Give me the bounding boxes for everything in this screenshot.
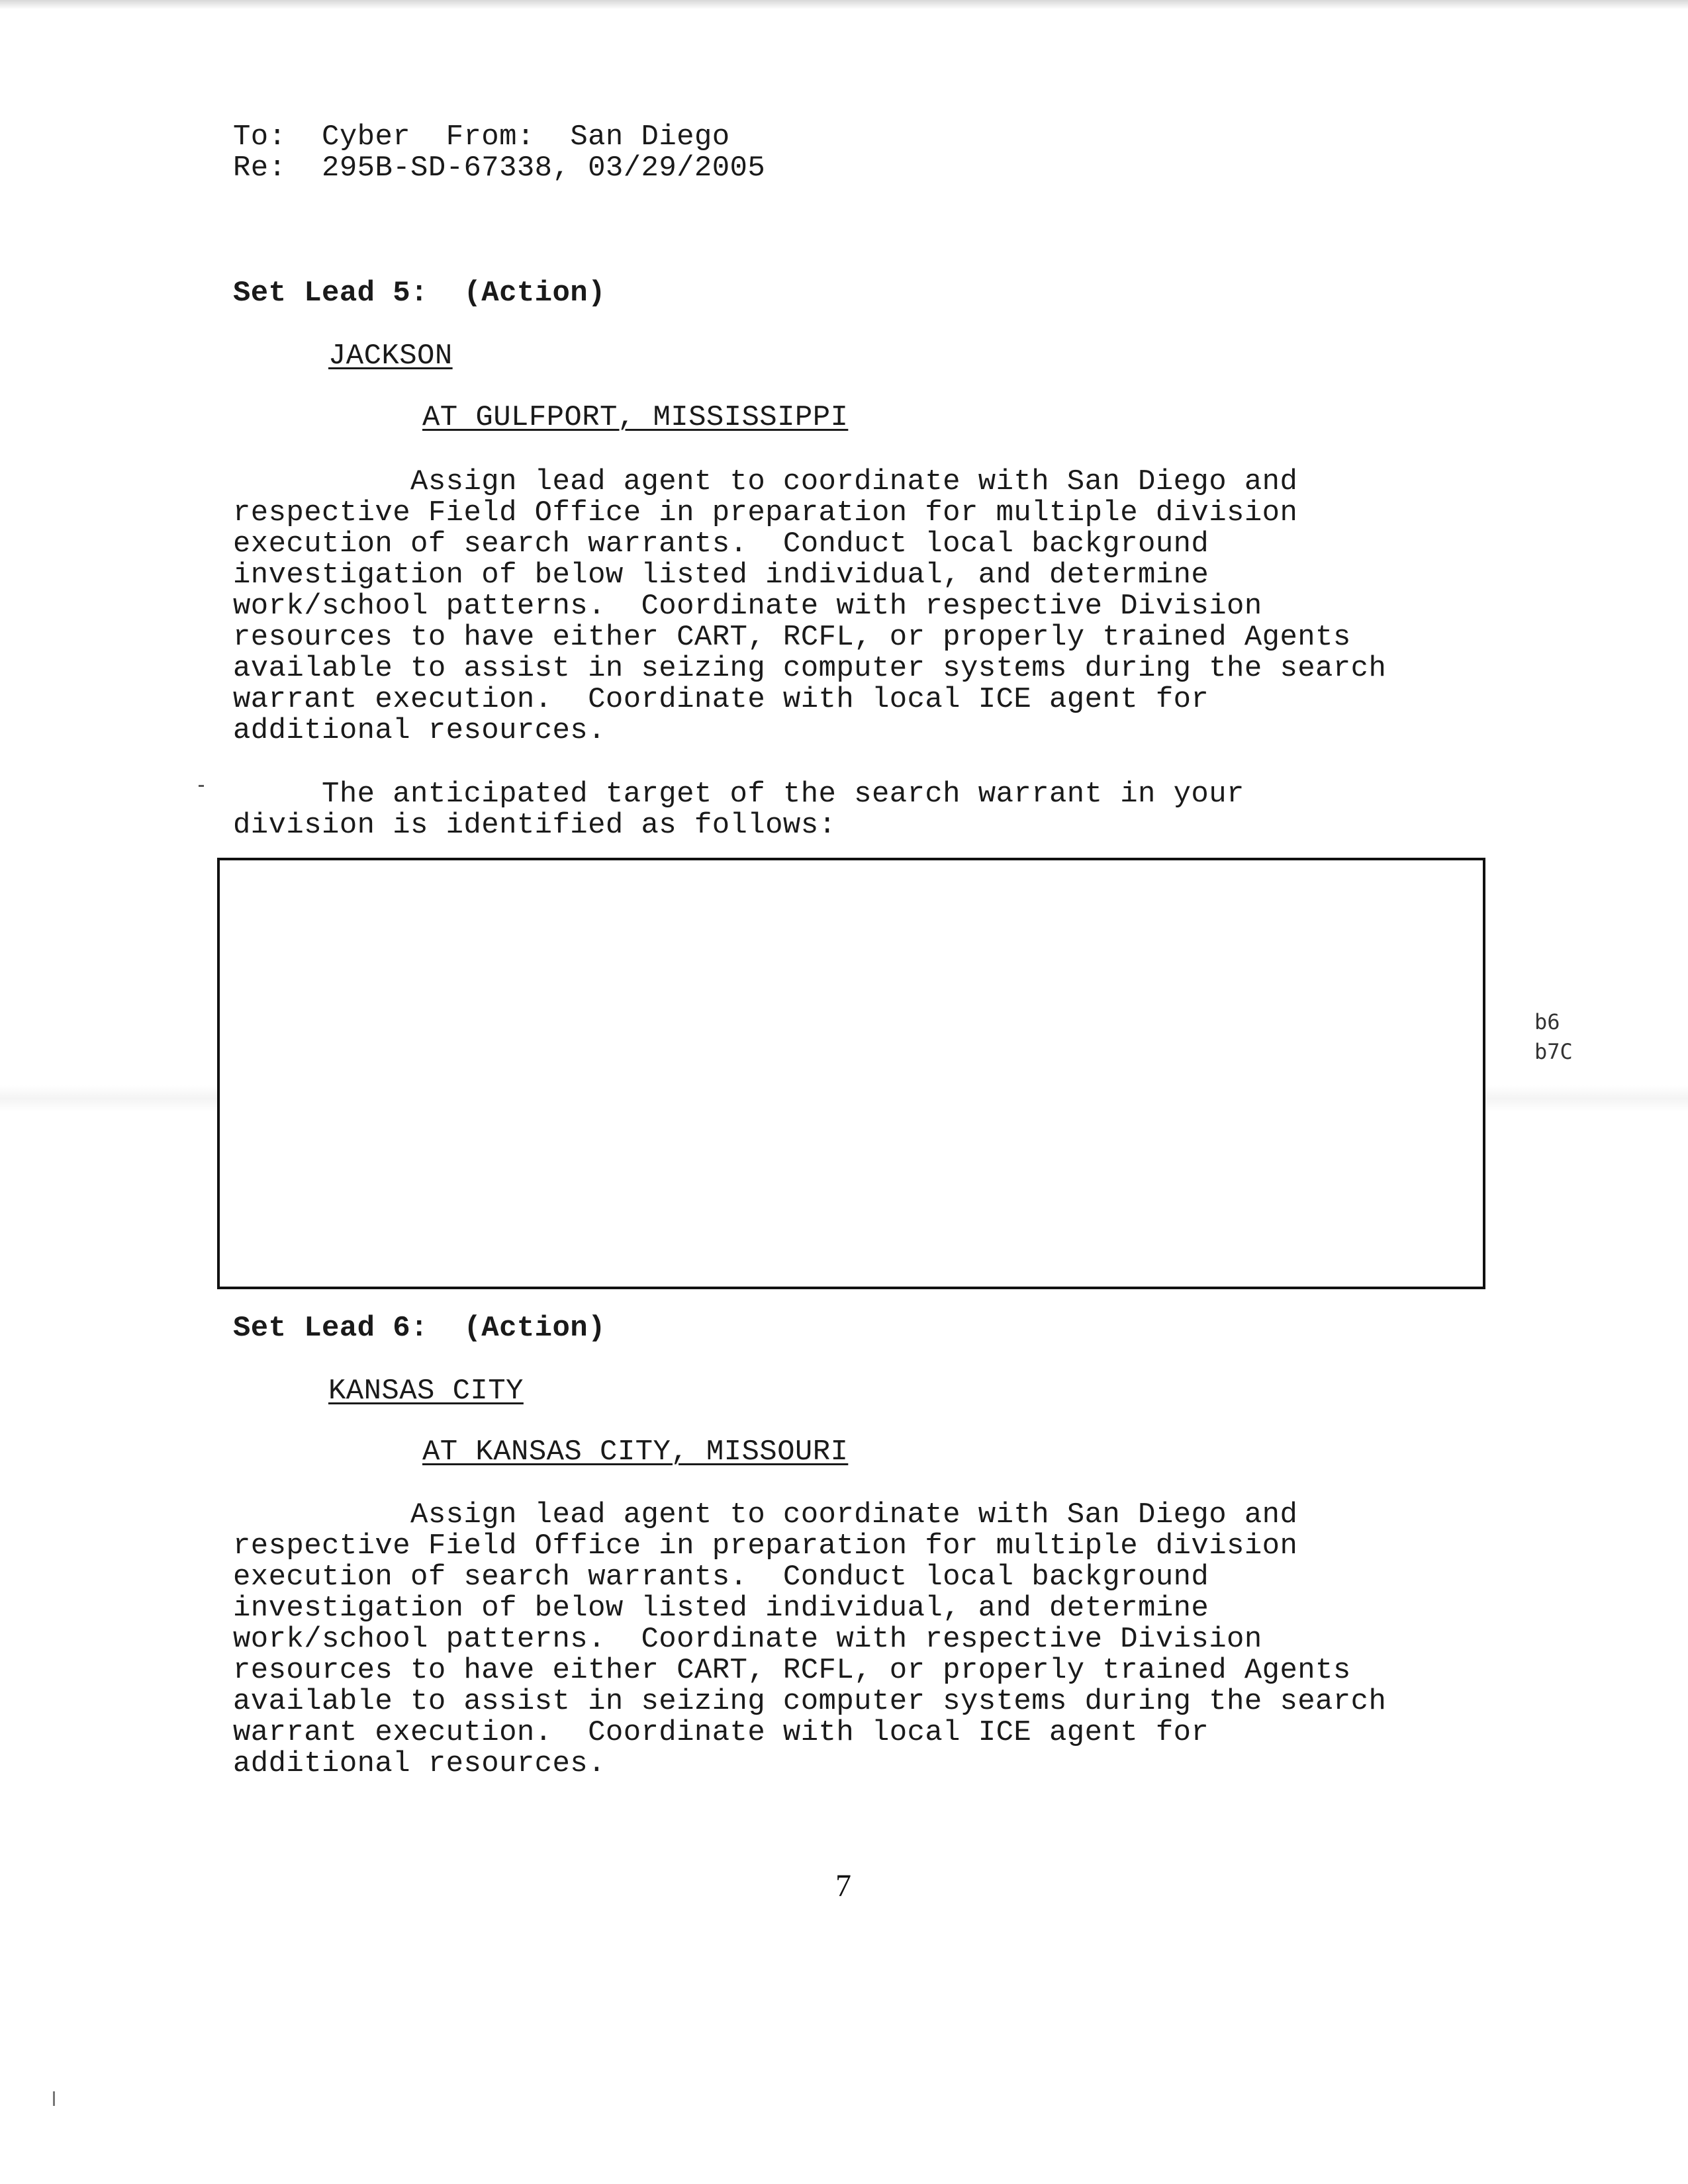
from-value: San Diego <box>570 120 730 154</box>
body-line: respective Field Office in preparation for multiple division <box>233 1529 1298 1563</box>
exemption-code: b6 <box>1534 1009 1560 1034</box>
lead-5-heading <box>233 278 606 309</box>
body-line: available to assist in seizing computer systems during the search <box>233 1685 1387 1718</box>
lead-5-office: JACKSON <box>328 340 453 373</box>
target-line: division is identified as follows: <box>233 809 837 842</box>
scan-speck <box>53 2091 55 2106</box>
scan-edge <box>0 0 1688 9</box>
re-line <box>233 153 765 184</box>
exemption-code: b7C <box>1534 1039 1573 1064</box>
body-line: additional resources. <box>233 1747 606 1780</box>
body-line: respective Field Office in preparation for multiple division <box>233 496 1298 529</box>
lead-6-office: KANSAS CITY <box>328 1375 524 1408</box>
to-value: Cyber <box>322 120 411 154</box>
body-line: execution of search warrants. Conduct local background <box>233 527 1209 561</box>
from-label: From: <box>445 120 535 154</box>
re-label: Re: <box>233 152 287 185</box>
body-line: execution of search warrants. Conduct local background <box>233 1561 1209 1594</box>
re-value: 295B-SD-67338, 03/29/2005 <box>322 152 766 185</box>
body-line: resources to have either CART, RCFL, or properly trained Agents <box>233 621 1351 654</box>
body-line: Assign lead agent to coordinate with San Diego and <box>233 1498 1298 1531</box>
body-line: resources to have either CART, RCFL, or properly trained Agents <box>233 1654 1351 1687</box>
body-line: Assign lead agent to coordinate with San Diego and <box>233 465 1298 498</box>
lead-6-action: (Action) <box>463 1312 606 1345</box>
body-line: work/school patterns. Coordinate with respective Division <box>233 1623 1262 1656</box>
exemption-codes <box>1534 1007 1573 1067</box>
target-line: The anticipated target of the search warrant in your <box>233 778 1244 811</box>
to-line <box>233 122 730 153</box>
body-line: investigation of below listed individual, and determine <box>233 1592 1209 1625</box>
body-line: additional resources. <box>233 714 606 747</box>
body-line: warrant execution. Coordinate with local ICE agent for <box>233 683 1209 716</box>
lead-6-heading <box>233 1313 606 1344</box>
lead-6-location: AT KANSAS CITY, MISSOURI <box>422 1435 849 1469</box>
scan-speck <box>199 785 204 787</box>
lead-6-title: Set Lead 6: <box>233 1312 428 1345</box>
lead-5-action: (Action) <box>463 277 606 310</box>
body-line: investigation of below listed individual, and determine <box>233 559 1209 592</box>
body-line: work/school patterns. Coordinate with respective Division <box>233 590 1262 623</box>
body-line: available to assist in seizing computer systems during the search <box>233 652 1387 685</box>
lead-5-location: AT GULFPORT, MISSISSIPPI <box>422 401 849 434</box>
lead-5-title: Set Lead 5: <box>233 277 428 310</box>
to-label: To: <box>233 120 287 154</box>
page-number: 7 <box>835 1868 851 1903</box>
redacted-target-box <box>217 858 1485 1289</box>
body-line: warrant execution. Coordinate with local ICE agent for <box>233 1716 1209 1749</box>
